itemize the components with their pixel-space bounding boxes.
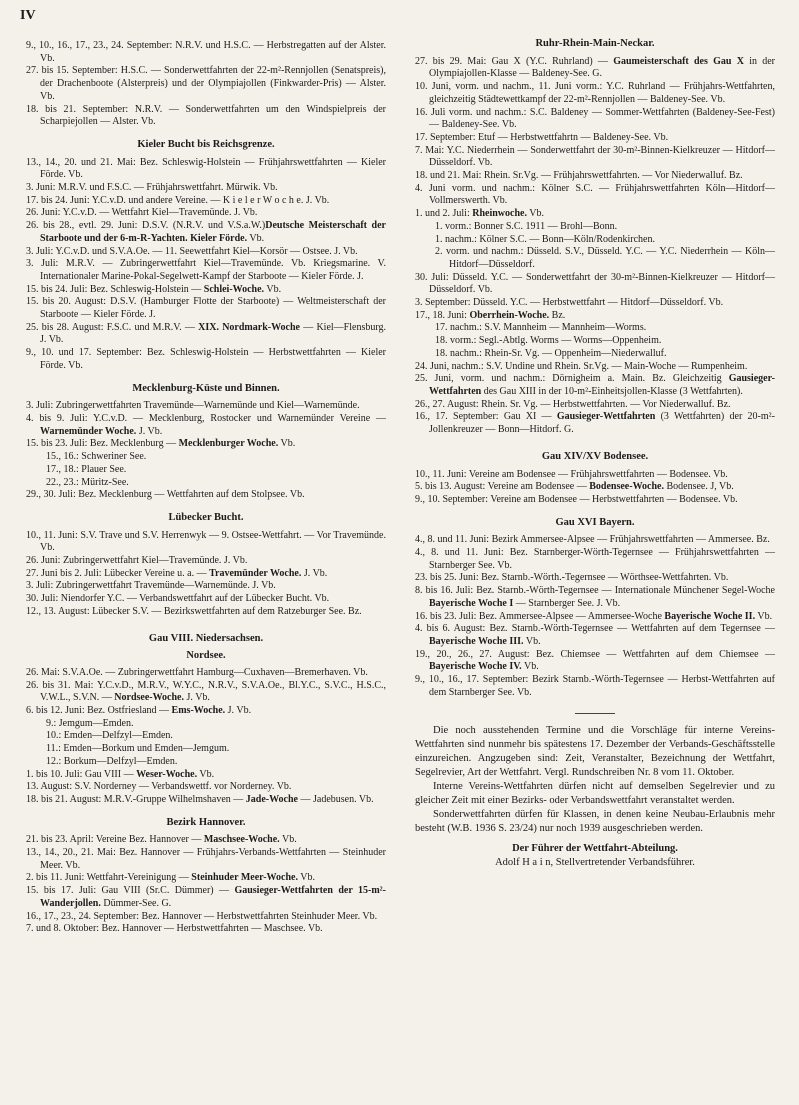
- list-item: [415, 399, 775, 412]
- entry-suffix: Bz.: [549, 309, 566, 321]
- entry-text: 25. bis 28. August: F.S.C. und M.R.V. —: [26, 321, 199, 333]
- list-item: [26, 530, 386, 555]
- entry-text: 3. Juli: Zubringerwettfahrt Travemünde—Warnemünde. J. Vb.: [26, 580, 276, 592]
- mecklenburg-list: [26, 400, 386, 451]
- list-item: [415, 649, 775, 674]
- entry-highlight: Mecklenburger Woche.: [178, 438, 279, 450]
- entry-text: 24. Juni, nachm.: S.V. Undine und Rhein. Sr.Vg. — Main-Woche — Rumpenheim.: [415, 360, 748, 372]
- entry-highlight: Deutsche Meisterschaft der Starboote und der 6-m-R-Yachten. Kieler Förde.: [40, 220, 386, 244]
- entry-highlight: Warnemünder Woche.: [40, 425, 137, 437]
- entry-text: 10. Juni, vorm. und nachm., 11. Juni vorm.: Y.C. Ruhrland — Frühjahrs-Wettfahrten, gleichzeitig Städtewettkampf der 22-m²-Rennjollen — Baldeney-See. Vb.: [415, 81, 775, 105]
- list-item: [26, 756, 386, 769]
- entry-text: 9., 10. und 17. September: Bez. Schleswig-Holstein — Herbstwettfahrten — Kieler Förde. Vb.: [26, 347, 386, 371]
- list-item: [415, 611, 775, 624]
- entry-text: 13., 14., 20. und 21. Mai: Bez. Schleswig-Holstein — Frühjahrswettfahrten — Kieler Förde. Vb.: [26, 156, 386, 181]
- list-item: [415, 623, 775, 648]
- list-item: [26, 157, 386, 182]
- entry-text: 26. Mai: S.V.A.Oe. — Zubringerwettfahrt Hamburg—Cuxhaven—Bremerhaven. Vb.: [26, 666, 368, 678]
- entry-suffix: Bodensee. J, Vb.: [663, 481, 734, 493]
- section-heading-gau8: Gau VIII. Niedersachsen.: [148, 632, 264, 644]
- list-item: [415, 310, 775, 323]
- page-number: IV: [20, 8, 36, 23]
- entry-text: 18. und 21. Mai: Rhein. Sr.Vg. — Frühjahrswettfahrten. — Vor Niederwalluf. Bz.: [415, 170, 743, 182]
- list-item: [415, 481, 775, 494]
- list-item: [415, 246, 775, 271]
- list-item: [415, 335, 775, 348]
- entry-text: 1. nachm.: Kölner S.C. — Bonn—Köln/Rodenkirchen.: [435, 233, 655, 245]
- entry-text: 30. Juli: Düsseld. Y.C. — Sonderwettfahrt der 30-m²-Binnen-Kielkreuzer — Hitdorf—Düsseldorf. Vb.: [415, 271, 775, 296]
- entry-suffix: des Gau XIII in der 10-m²-Einheitsjollen-Klasse (3 Wettfahrten).: [481, 385, 743, 397]
- entry-highlight: Steinhuder Meer-Woche.: [191, 872, 298, 884]
- list-item: [26, 680, 386, 705]
- list-item: [26, 246, 386, 259]
- entry-suffix: Vb.: [297, 872, 315, 884]
- entry-text: 17. bis 24. Juni: Y.C.v.D. und andere Vereine. — K i e l e r W o c h e. J. Vb.: [26, 194, 330, 206]
- entry-suffix: J. Vb.: [184, 692, 210, 704]
- list-item: [26, 872, 386, 885]
- entry-suffix: Vb.: [278, 438, 296, 450]
- ruhr-list-3: [415, 361, 775, 437]
- entry-text: 12.: Borkum—Delfzyl—Emden.: [46, 755, 178, 767]
- entry-text: 5. bis 13. August: Vereine am Bodensee —: [415, 481, 590, 493]
- entry-text: 22., 23.: Müritz-See.: [46, 476, 129, 488]
- list-item: [415, 494, 775, 507]
- list-item: [26, 580, 386, 593]
- entry-suffix: Vb.: [279, 834, 297, 846]
- entry-text: 1. und 2. Juli:: [415, 208, 473, 220]
- entry-highlight: XIX. Nordmark-Woche: [198, 321, 300, 333]
- list-item: [26, 413, 386, 438]
- list-item: [26, 477, 386, 490]
- entry-text: 16., 17., 23., 24. September: Bez. Hannover — Herbstwettfahrten Steinhuder Meer. Vb.: [26, 910, 378, 922]
- entry-highlight: Travemünder Woche.: [209, 567, 302, 579]
- mecklenburg-sub-list: [26, 451, 386, 489]
- list-item: [415, 297, 775, 310]
- list-item: [26, 258, 386, 283]
- list-item: [26, 284, 386, 297]
- list-item: [415, 322, 775, 335]
- luebeck-list: [26, 530, 386, 619]
- list-item: [26, 555, 386, 568]
- list-item: [415, 234, 775, 247]
- entry-text: 26. bis 28., evtl. 29. Juni: D.S.V. (N.R.V. und V.S.a.W.): [26, 220, 266, 232]
- entry-text: 18. bis 21. September: N.R.V. — Sonderwettfahrten um den Windspielpreis der Scharpiejollen — Alster. Vb.: [26, 103, 386, 128]
- entry-text: 9., 10., 16., 17., 23., 24. September: N.R.V. und H.S.C. — Herbstregatten auf der Alster. Vb.: [26, 40, 386, 64]
- entry-text: 15. bis 20. August: D.S.V. (Hamburger Flotte der Starboote) — Weltmeisterschaft der Starboote — Kieler Förde. J.: [26, 296, 386, 321]
- list-item: [26, 296, 386, 321]
- entry-text: 25. Juni, vorm. und nachm.: Dörnigheim a. Main. Bz. Gleichzeitig: [415, 373, 729, 385]
- entry-text: 17., 18. Juni:: [415, 309, 470, 321]
- entry-text: 3. September: Düsseld. Y.C. — Herbstwettfahrt — Hitdorf—Düsseldorf. Vb.: [415, 297, 724, 309]
- entry-text: 23. bis 25. Juni: Bez. Starnb.-Wörth.-Tegernsee — Wörthsee-Wettfahrten. Vb.: [415, 572, 729, 584]
- entry-text: 11.: Emden—Borkum und Emden—Jemgum.: [46, 743, 230, 755]
- list-item: [26, 195, 386, 208]
- list-item: [415, 534, 775, 547]
- section-heading-kiel: Kieler Bucht bis Reichsgrenze.: [137, 138, 275, 150]
- section-heading-bayern: Gau XVI Bayern.: [555, 516, 635, 528]
- list-item: [415, 170, 775, 183]
- nordsee-list: [26, 667, 386, 718]
- section-heading-mecklenburg: Mecklenburg-Küste und Binnen.: [132, 382, 280, 394]
- list-item: [26, 730, 386, 743]
- list-item: [415, 272, 775, 297]
- list-item: [26, 322, 386, 347]
- entry-highlight: Bodensee-Woche.: [589, 481, 664, 493]
- section-heading-luebeck: Lübecker Bucht.: [168, 511, 244, 523]
- entry-suffix: — Jadebusen. Vb.: [298, 793, 374, 805]
- list-item: [26, 347, 386, 372]
- list-item: [26, 568, 386, 581]
- list-item: [415, 348, 775, 361]
- entry-highlight: Gausieger-Wettfahrten der 15-m²-Wanderjollen.: [40, 885, 386, 909]
- list-item: [415, 107, 775, 132]
- list-item: [415, 411, 775, 436]
- entry-highlight: Bayerische Woche III.: [429, 635, 524, 647]
- entry-text: 4. bis 6. August: Bez. Starnb.-Wörth-Tegernsee — Wettfahrten auf dem Tegernsee —: [415, 623, 775, 635]
- list-item: [26, 911, 386, 924]
- kiel-list: [26, 157, 386, 373]
- entry-suffix: Vb.: [264, 283, 282, 295]
- entry-suffix: Vb.: [523, 635, 541, 647]
- list-item: [26, 593, 386, 606]
- alster-list: [26, 40, 386, 129]
- entry-text: 18. bis 21. August: M.R.V.-Gruppe Wilhelmshaven —: [26, 793, 246, 805]
- list-item: [26, 40, 386, 65]
- entry-highlight: Oberrhein-Woche.: [469, 309, 550, 321]
- entry-text: 18. vorm.: Segl.-Abtlg. Worms — Worms—Oppenheim.: [435, 335, 662, 347]
- entry-text: 26. bis 31. Mai: Y.C.v.D., M.R.V., W.Y.C., N.R.V., S.V.A.Oe., Bl.Y.C., S.V.C., H.S.C., V.W.L., S.V.N. —: [26, 679, 386, 704]
- list-item: [26, 923, 386, 936]
- entry-text: 13. August: S.V. Norderney — Verbandswettf. vor Norderney. Vb.: [26, 781, 292, 793]
- list-item: [415, 183, 775, 208]
- list-item: [26, 794, 386, 807]
- entry-text: 16. Juli vorm. und nachm.: S.C. Baldeney — Sommer-Wettfahrten (Baldeney-See-Fest) — Baldeney-See. Vb.: [415, 106, 775, 131]
- signature-title: Der Führer der Wettfahrt-Abteilung.: [512, 843, 678, 855]
- bodensee-list: [415, 469, 775, 507]
- entry-text: 15. bis 17. Juli: Gau VIII (Sr.C. Dümmer) —: [26, 885, 235, 897]
- entry-text: 18. nachm.: Rhein-Sr. Vg. — Oppenheim—Niederwalluf.: [435, 347, 667, 359]
- section-heading-hannover: Bezirk Hannover.: [166, 816, 246, 828]
- notice-paragraph-1: Die noch ausstehenden Termine und die Vorschläge für interne Vereins-Wettfahrten sind nunmehr bis spätestens 17. Dezember der Verbands-Geschäftsstelle einzureichen. Angzugeben sind: Zeit, Veranstalter, Bezeichnung der Wettfahrt, Segelrevier, Art der Wettfahrt. Vergl. Rundschreiben Nr. 8 vom 11. Oktober.: [415, 725, 775, 779]
- list-item: [415, 221, 775, 234]
- entry-suffix: (3 Wettfahrten) der 20-m²-Jollenkreuzer — Bonn—Hitdorf. G.: [429, 411, 775, 436]
- entry-text: 13., 14., 20., 21. Mai: Bez. Hannover — Frühjahrs-Verbands-Wettfahrten — Steinhuder Meer. Vb.: [26, 847, 386, 871]
- list-item: [415, 145, 775, 170]
- entry-suffix: Dümmer-See. G.: [100, 897, 172, 909]
- entry-suffix: Vb.: [247, 232, 265, 244]
- entry-text: 3. Juli: Y.C.v.D. und S.V.A.Oe. — 11. Seewettfahrt Kiel—Korsör — Ostsee. J. Vb.: [26, 245, 358, 257]
- entry-text: 10., 11. Juni: S.V. Trave und S.V. Herrenwyk — 9. Ostsee-Wettfahrt. — Vor Travemünde. Vb.: [26, 529, 386, 554]
- list-item: [26, 667, 386, 680]
- list-item: [26, 705, 386, 718]
- list-item: [415, 81, 775, 106]
- entry-suffix: Vb.: [526, 208, 545, 220]
- hannover-list: [26, 834, 386, 936]
- entry-text: 4., 8. und 11. Juni: Bez. Starnberger-Wörth-Tegernsee — Frühjahrswettfahrten — Starnberger See. Vb.: [415, 547, 775, 571]
- list-item: [26, 489, 386, 502]
- entry-text: 4., 8. und 11. Juni: Bezirk Ammersee-Alpsee — Frühjahrswettfahrten — Ammersee. Bz.: [415, 534, 770, 546]
- entry-text: 26. Juni: Y.C.v.D. — Wettfahrt Kiel—Travemünde. J. Vb.: [26, 207, 258, 219]
- entry-highlight: Schlei-Woche.: [203, 283, 265, 295]
- mecklenburg-list-2: [26, 489, 386, 502]
- entry-suffix: Vb.: [521, 661, 539, 673]
- section-heading-ruhr: Ruhr-Rhein-Main-Neckar.: [535, 38, 655, 49]
- list-item: [26, 182, 386, 195]
- list-item: [415, 373, 775, 398]
- signature-block: [415, 842, 775, 870]
- entry-text: 29., 30. Juli: Bez. Mecklenburg — Wettfahrten auf dem Stolpsee. Vb.: [26, 489, 305, 501]
- entry-text: 9., 10. September: Vereine am Bodensee — Herbstwettfahrten — Bodensee. Vb.: [415, 493, 738, 505]
- entry-highlight: Gaumeisterschaft des Gau X: [613, 55, 744, 67]
- entry-text: 2. bis 11. Juni: Wettfahrt-Vereinigung —: [26, 872, 192, 884]
- entry-text: 17. September: Etuf — Herbstwettfahrtn — Baldeney-See. Vb.: [415, 131, 669, 143]
- list-item: [26, 207, 386, 220]
- entry-text: 4. bis 9. Juli: Y.C.v.D. — Mecklenburg, Rostocker und Warnemünder Vereine —: [26, 412, 386, 424]
- entry-suffix: Vb.: [197, 768, 215, 780]
- notice-paragraph-3: Sonderwettfahrten dürfen für Klassen, in denen keine Neubau-Erlaubnis mehr besteht (W.B. 1936 S. 23/24) nur noch 1939 ausgeschrieben werden.: [415, 809, 775, 835]
- ems-sub-list: [26, 718, 386, 769]
- entry-text: 26., 27. August: Rhein. Sr. Vg. — Herbstwettfahrten. — Vor Niederwalluf. Bz.: [415, 398, 731, 410]
- entry-text: 16. bis 23. Juli: Bez. Ammersee-Alpsee — Ammersee-Woche: [415, 610, 665, 622]
- list-item: [26, 769, 386, 782]
- entry-text: 4. Juni vorm. und nachm.: Kölner S.C. — Frühjahrswettfahrten Köln—Hitdorf—Vollmerswerth. Vb.: [415, 182, 775, 207]
- entry-highlight: Rheinwoche.: [472, 208, 527, 220]
- entry-text: 27. bis 15. September: H.S.C. — Sonderwettfahrten der 22-m²-Rennjollen (Senatspreis), der Drachenboote (Alsterpreis) und der Olympiajollen (Finkwarder-Pris) — Alster. Vb.: [26, 65, 386, 102]
- list-item: [26, 718, 386, 731]
- entry-text: 15., 16.: Schweriner See.: [46, 451, 147, 463]
- list-item: [26, 606, 386, 619]
- entry-text: 12., 13. August: Lübecker S.V. — Bezirkswettfahrten auf dem Ratzeburger See. Bz.: [26, 605, 362, 617]
- entry-highlight: Bayerische Woche II.: [664, 610, 756, 622]
- entry-suffix: — Kiel—Flensburg. J. Vb.: [40, 321, 386, 346]
- entry-text: 10., 11. Juni: Vereine am Bodensee — Frühjahrswettfahrten — Bodensee. Vb.: [415, 468, 728, 480]
- entry-text: 6. bis 12. Juni: Bez. Ostfriesland —: [26, 705, 172, 717]
- list-item: [415, 585, 775, 610]
- entry-text: 1. bis 10. Juli: Gau VIII —: [26, 768, 137, 780]
- oberrhein-sub-list: [415, 322, 775, 360]
- entry-text: 16., 17. September: Gau XI —: [415, 411, 557, 423]
- list-item: [26, 464, 386, 477]
- entry-suffix: Vb.: [755, 610, 773, 622]
- entry-text: 7. und 8. Oktober: Bez. Hannover — Herbstwettfahrten — Maschsee. Vb.: [26, 923, 323, 935]
- list-item: [26, 781, 386, 794]
- list-item: [415, 572, 775, 585]
- entry-text: 27. Juni bis 2. Juli: Lübecker Vereine u. a. —: [26, 567, 210, 579]
- list-item: [415, 547, 775, 572]
- nordsee-list-2: [26, 769, 386, 807]
- list-item: [26, 220, 386, 245]
- rheinwoche-sub-list: [415, 221, 775, 272]
- list-item: [26, 438, 386, 451]
- right-column: [415, 38, 775, 870]
- list-item: [415, 132, 775, 145]
- separator-rule: [575, 713, 615, 714]
- list-item: [26, 104, 386, 129]
- left-column: [26, 40, 386, 936]
- entry-text: 19., 20., 26., 27. August: Bez. Chiemsee — Wettfahrten auf dem Chiemsee —: [415, 648, 775, 660]
- entry-text: 3. Juni: M.R.V. und F.S.C. — Frühjahrswettfahrt. Mürwik. Vb.: [26, 182, 278, 194]
- section-heading-nordsee: Nordsee.: [186, 650, 226, 662]
- entry-text: 21. bis 23. April: Vereine Bez. Hannover —: [26, 834, 204, 846]
- list-item: [26, 847, 386, 872]
- list-item: [415, 469, 775, 482]
- list-item: [26, 743, 386, 756]
- list-item: [26, 400, 386, 413]
- entry-text: 3. Juli: Zubringerwettfahrten Travemünde—Warnemünde und Kiel—Warnemünde.: [26, 400, 360, 412]
- bayern-list: [415, 534, 775, 699]
- entry-suffix: in der Olympiajollen-Klasse — Baldeney-See. G.: [429, 55, 776, 80]
- list-item: [415, 56, 775, 81]
- entry-highlight: Maschsee-Woche.: [203, 834, 280, 846]
- entry-text: 17., 18.: Plauer See.: [46, 463, 127, 475]
- entry-text: 9., 10., 16., 17. September: Bezirk Starnb.-Wörth-Tegernsee — Herbst-Wettfahrten auf dem Starnberger See. Vb.: [415, 674, 775, 698]
- entry-text: 30. Juli: Niendorfer Y.C. — Verbandswettfahrt auf der Lübecker Bucht. Vb.: [26, 593, 330, 605]
- entry-text: 17. nachm.: S.V. Mannheim — Mannheim—Worms.: [435, 322, 647, 334]
- entry-text: 2. vorm. und nachm.: Düsseld. S.V., Düsseld. Y.C. — Y.C. Niederrhein — Köln—Hitdorf—Düsseldorf.: [435, 246, 775, 270]
- entry-text: 15. bis 24. Juli: Bez. Schleswig-Holstein —: [26, 283, 204, 295]
- entry-text: 15. bis 23. Juli: Bez. Mecklenburg —: [26, 438, 179, 450]
- entry-text: 1. vorm.: Bonner S.C. 1911 — Brohl—Bonn.: [435, 220, 618, 232]
- entry-highlight: Ems-Woche.: [171, 705, 226, 717]
- entry-text: 3. Juli: M.R.V. — Zubringerwettfahrt Kiel—Travemünde. Vb. Kriegsmarine. V. Internationaler Marine-Pokal-Segelwett-Kampf der Starboote — Kieler Förde. J.: [26, 258, 386, 282]
- entry-highlight: Jade-Woche: [245, 793, 298, 805]
- entry-suffix: J. Vb.: [136, 425, 163, 437]
- list-item: [415, 208, 775, 221]
- notice-paragraph-2: Interne Vereins-Wettfahrten dürfen nicht auf demselben Segelrevier und zu gleicher Zeit mit einer Bezirks- oder Verbandswettfahrt veranstaltet werden.: [415, 781, 775, 807]
- entry-suffix: J. Vb.: [225, 705, 252, 717]
- entry-text: 27. bis 29. Mai: Gau X (Y.C. Ruhrland) —: [415, 55, 614, 67]
- entry-text: 26. Juni: Zubringerwettfahrt Kiel—Travemünde. J. Vb.: [26, 555, 248, 567]
- entry-text: 9.: Jemgum—Emden.: [46, 717, 134, 729]
- entry-highlight: Gausieger-Wettfahrten: [429, 373, 775, 397]
- ruhr-list-2: [415, 272, 775, 323]
- list-item: [415, 674, 775, 699]
- entry-suffix: — Starnberger See. J. Vb.: [513, 597, 621, 609]
- list-item: [415, 361, 775, 374]
- entry-text: 10.: Emden—Delfzyl—Emden.: [46, 730, 173, 742]
- entry-text: 8. bis 16. Juli: Bez. Starnb.-Wörth-Tegernsee — Internationale Münchener Segel-Woche: [415, 585, 775, 597]
- entry-suffix: J. Vb.: [301, 567, 328, 579]
- list-item: [26, 65, 386, 103]
- section-heading-bodensee: Gau XIV/XV Bodensee.: [541, 450, 649, 462]
- entry-text: 7. Mai: Y.C. Niederrhein — Sonderwettfahrt der 30-m²-Binnen-Kielkreuzer — Hitdorf—Düsseldorf. Vb.: [415, 144, 775, 169]
- entry-highlight: Bayerische Woche IV.: [429, 661, 522, 673]
- entry-highlight: Gausieger-Wettfahrten: [556, 411, 656, 423]
- list-item: [26, 834, 386, 847]
- entry-highlight: Nordsee-Woche.: [114, 692, 184, 704]
- signature-name: Adolf H a i n, Stellvertretender Verbandsführer.: [495, 857, 695, 869]
- list-item: [26, 451, 386, 464]
- list-item: [26, 885, 386, 910]
- entry-highlight: Weser-Woche.: [136, 768, 198, 780]
- entry-highlight: Bayerische Woche I: [429, 597, 514, 609]
- ruhr-list: [415, 56, 775, 221]
